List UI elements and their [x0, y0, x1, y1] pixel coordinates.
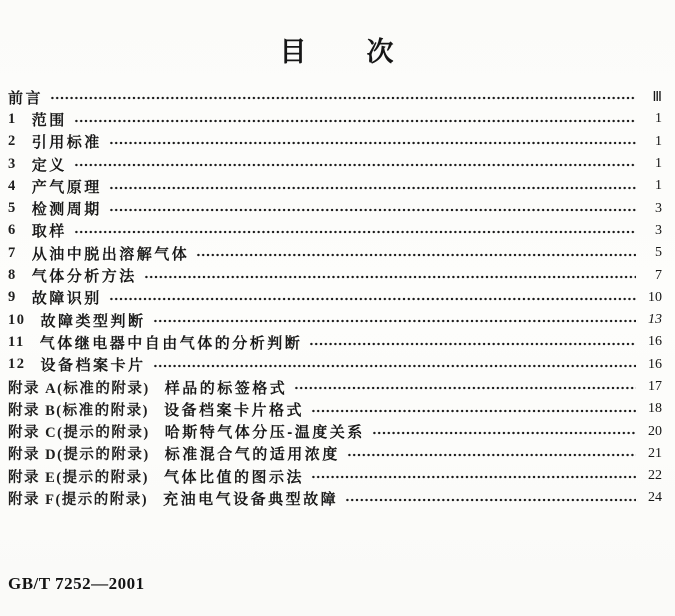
dot-leader [50, 86, 636, 108]
toc-entry-10 [8, 309, 662, 331]
standard-number-footer: GB/T 7252—2001 [8, 574, 145, 593]
toc-entry-12 [8, 354, 662, 376]
toc-entry-7 [8, 242, 662, 264]
page-number: 1 [655, 133, 662, 149]
dot-leader [345, 487, 636, 509]
toc-entry-foreword [8, 86, 662, 108]
toc-entry-appendix-c [8, 420, 662, 442]
dot-leader [294, 376, 636, 398]
entry-title: 标准混合气的适用浓度 [164, 446, 340, 464]
toc-entry-11 [8, 331, 662, 353]
entry-title: 充油电气设备典型故障 [163, 490, 339, 508]
entry-number: 2 [8, 133, 17, 150]
entry-title: 检测周期 [31, 201, 102, 219]
entry-number: 7 [8, 244, 17, 261]
page-number: 22 [648, 468, 662, 484]
entry-title: 气体比值的图示法 [163, 468, 304, 486]
entry-title: 哈斯特气体分压-温度关系 [164, 424, 365, 442]
dot-leader [109, 175, 636, 197]
page-number: Ⅲ [652, 89, 662, 105]
entry-number: 附录 F(提示的附录) [8, 491, 149, 508]
page-number: 1 [655, 156, 662, 172]
dot-leader [74, 220, 636, 242]
entry-title: 故障类型判断 [40, 312, 146, 330]
toc-entry-appendix-f [8, 487, 662, 509]
entry-title: 定义 [31, 156, 67, 174]
entry-number: 附录 C(提示的附录) [8, 425, 150, 442]
dot-leader [372, 420, 636, 442]
page-title: 目 次 [279, 37, 396, 67]
entry-number: 6 [8, 222, 17, 239]
dot-leader [144, 264, 636, 286]
page-number: 16 [648, 334, 662, 350]
entry-number: 1 [8, 110, 17, 127]
entry-title: 故障识别 [31, 290, 102, 308]
entry-number: 5 [8, 200, 17, 217]
entry-number: 12 [8, 356, 26, 373]
dot-leader [347, 443, 636, 465]
toc-entry-3 [8, 153, 662, 175]
page-number: 5 [655, 245, 662, 261]
page-number: 16 [648, 356, 662, 372]
page-number: 1 [655, 178, 662, 194]
page-number: 18 [648, 401, 662, 417]
toc-entry-1 [8, 108, 662, 130]
entry-title: 气体分析方法 [31, 268, 137, 286]
entry-title: 设备档案卡片格式 [163, 401, 304, 419]
dot-leader [196, 242, 636, 264]
entry-title: 产气原理 [31, 178, 102, 196]
page-number: 20 [648, 423, 662, 439]
entry-number: 3 [8, 155, 17, 172]
dot-leader [109, 197, 636, 219]
entry-number: 10 [8, 311, 26, 328]
page-number: 7 [655, 267, 662, 283]
page-number: 21 [648, 445, 662, 461]
page-number: 17 [648, 379, 662, 394]
dot-leader [309, 331, 636, 353]
page-number: 10 [648, 289, 662, 305]
toc-entry-9 [8, 287, 662, 309]
entry-number: 附录 A(标准的附录) [8, 380, 150, 397]
entry-number: 11 [8, 333, 25, 350]
toc-entry-4 [8, 175, 662, 197]
toc-entry-appendix-b [8, 398, 662, 420]
toc-entry-appendix-d [8, 443, 662, 465]
entry-title: 取样 [31, 223, 67, 241]
dot-leader [311, 398, 636, 420]
page-number: 3 [655, 200, 662, 216]
dot-leader [311, 465, 636, 487]
toc-entry-5 [8, 197, 662, 219]
entry-number: 4 [8, 177, 17, 194]
entry-number: 9 [8, 289, 17, 306]
entry-number: 附录 E(提示的附录) [8, 469, 149, 486]
dot-leader [109, 287, 636, 309]
entry-number: 8 [8, 267, 17, 284]
dot-leader [74, 108, 636, 130]
toc-entry-2 [8, 131, 662, 153]
toc-entry-6 [8, 220, 662, 242]
table-of-contents [8, 86, 662, 510]
entry-title: 设备档案卡片 [40, 357, 146, 375]
dot-leader [153, 354, 636, 376]
dot-leader [109, 131, 636, 153]
page-number: 3 [655, 222, 662, 238]
page-number: 24 [648, 490, 662, 506]
entry-title: 从油中脱出溶解气体 [31, 245, 190, 263]
entry-title: 前言 [8, 89, 44, 107]
entry-title: 气体继电器中自由气体的分析判断 [39, 334, 303, 352]
dot-leader [74, 153, 636, 175]
entry-number: 附录 B(标准的附录) [8, 402, 149, 419]
dot-leader [153, 309, 636, 331]
page-number: 1 [655, 111, 662, 127]
entry-title: 范围 [31, 111, 67, 129]
toc-entry-8 [8, 264, 662, 286]
page-number: 13 [648, 312, 662, 328]
entry-title: 样品的标签格式 [164, 379, 288, 397]
toc-entry-appendix-a [8, 376, 662, 398]
entry-number: 附录 D(提示的附录) [8, 447, 150, 464]
toc-entry-appendix-e [8, 465, 662, 487]
entry-title: 引用标准 [31, 134, 102, 152]
